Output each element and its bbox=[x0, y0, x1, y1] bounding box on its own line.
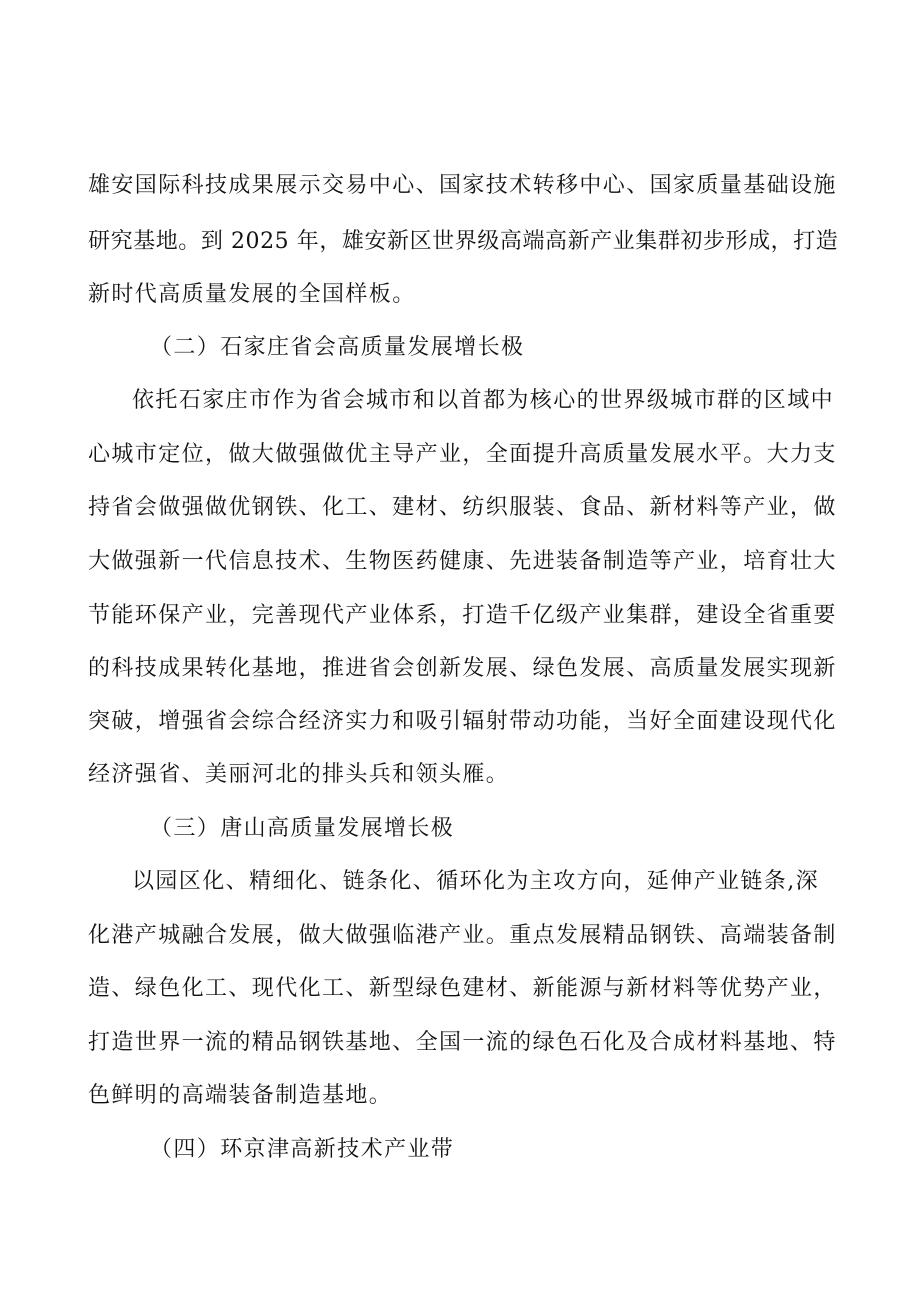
text-line: 突破，增强省会综合经济实力和吸引辐射带动功能，当好全面建设现代化 bbox=[88, 709, 837, 734]
text-line: 化港产城融合发展，做大做强临港产业。重点发展精品钢铁、高端装备制 bbox=[88, 923, 837, 948]
text-line: 造、绿色化工、现代化工、新型绿色建材、新能源与新材料等优势产业， bbox=[88, 976, 837, 1001]
text-line: 心城市定位，做大做强做优主导产业，全面提升高质量发展水平。大力支 bbox=[88, 442, 837, 467]
text-line: 色鲜明的高端装备制造基地。 bbox=[88, 1083, 393, 1108]
text-line: 依托石家庄市作为省会城市和以首都为核心的世界级城市群的区域中 bbox=[132, 388, 835, 413]
text-line: 以园区化、精细化、链条化、循环化为主攻方向，延伸产业链条,深 bbox=[132, 869, 819, 894]
section-heading-tangshan: （三）唐山高质量发展增长极 bbox=[150, 816, 455, 841]
text-line: 新时代高质量发展的全国样板。 bbox=[88, 282, 416, 307]
text-line: 研究基地。到 2025 年，雄安新区世界级高端高新产业集群初步形成，打造 bbox=[88, 229, 839, 254]
text-line: 大做强新一代信息技术、生物医药健康、先进装备制造等产业，培育壮大 bbox=[88, 549, 837, 574]
text-line: 雄安国际科技成果展示交易中心、国家技术转移中心、国家质量基础设施 bbox=[88, 173, 837, 198]
text-line: 的科技成果转化基地，推进省会创新发展、绿色发展、高质量发展实现新 bbox=[88, 656, 837, 681]
text-line: 节能环保产业，完善现代产业体系，打造千亿级产业集群，建设全省重要 bbox=[88, 603, 837, 628]
text-line: 打造世界一流的精品钢铁基地、全国一流的绿色石化及合成材料基地、特 bbox=[88, 1030, 837, 1055]
text-line: 经济强省、美丽河北的排头兵和领头雁。 bbox=[88, 762, 510, 787]
section-heading-jingjin: （四）环京津高新技术产业带 bbox=[150, 1137, 455, 1162]
section-heading-shijiazhuang: （二）石家庄省会高质量发展增长极 bbox=[150, 335, 525, 360]
text-line: 持省会做强做优钢铁、化工、建材、纺织服装、食品、新材料等产业，做 bbox=[88, 495, 837, 520]
